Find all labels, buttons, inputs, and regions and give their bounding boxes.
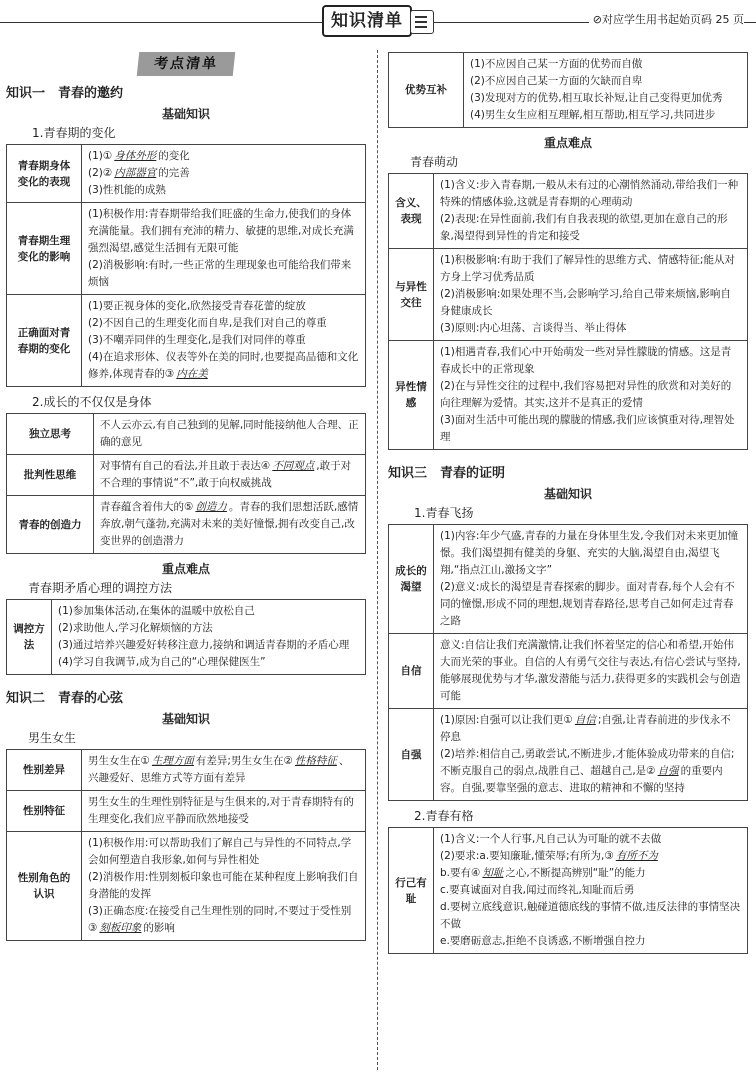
key-difficulty-heading: 重点难点 [161,562,210,576]
answer-blank: 内在美 [176,368,208,380]
column-divider [377,50,378,1070]
row-label: 优势互补 [389,53,464,128]
table-row [7,496,366,554]
table-row [7,295,366,387]
table-puberty-changes [6,144,366,387]
topic-heading: 1.青春期的变化 [32,126,116,140]
row-content: (1)积极影响:有助于我们了解异性的思维方式、情感特征;能从对方身上学习优秀品质 (2)消极影响:如果处理不当,会影响学习,给自己带来烦恼,影响自身健康成长 (3)原则:内心坦荡、言谈得当、举止得体 [434,249,748,341]
basic-knowledge-heading: 基础知识 [161,107,210,121]
notepad-icon [410,10,434,34]
table-row [389,341,748,450]
row-content: 男生女生在① 生理方面 有差异;男生女生在② 性格特征 、兴趣爱好、思维方式等方面有差异 [82,750,366,791]
row-content: 青春蕴含着伟大的⑤ 创造力 。青春的我们思想活跃,感情奔放,朝气蓬勃,充满对未来的美好憧憬,拥有改变自己,改变世界的创造潜力 [94,496,366,554]
row-label: 性别差异 [7,750,82,791]
right-column [388,44,748,954]
table-youth-flying [388,524,748,801]
answer-blank: 身体外形 [114,150,157,162]
answer-blank: 生理方面 [151,755,194,767]
topic-heading: 2.成长的不仅仅是身体 [32,395,152,409]
row-content: 男生女生的生理性别特征是与生俱来的,对于青春期特有的生理变化,我们应平静而欣然地接受 [82,791,366,832]
row-content: (1)积极作用:可以帮助我们了解自己与异性的不同特点,学会如何塑造自我形象,如何与异性相处 (2)消极作用:性别刻板印象也可能在某种程度上影响我们自身潜能的发挥 (3)正确态度:在接受自己生理性别的同时,不要过于受性别③ 刻板印象 的影响 [82,832,366,941]
row-label: 异性情感 [389,341,434,450]
table-row [7,600,366,675]
row-label: 与异性交往 [389,249,434,341]
row-label: 含义、表现 [389,174,434,249]
row-content: (1)要正视身体的变化,欣然接受青春花蕾的绽放 (2)不因自己的生理变化而自卑,是我们对自己的尊重 (3)不嘲弄同伴的生理变化,是我们对同伴的尊重 (4)在追求形体、仪表等外在美的同时,也要提高品德和文化修养,体现青春的③ 内在美 [82,295,366,387]
row-content: (1)不应因自己某一方面的优势而自傲 (2)不应因自己某一方面的欠缺而自卑 (3)发现对方的优势,相互取长补短,让自己变得更加优秀 (4)男生女生应相互理解,相互帮助,相互学习,共同进步 [464,53,748,128]
basic-knowledge-heading: 基础知识 [161,712,210,726]
table-row [389,525,748,634]
answer-blank: 自信 [574,714,596,726]
row-content: (1)含义:一个人行事,凡自己认为可耻的就不去做 (2)要求:a.要知廉耻,懂荣辱;有所为,③ 有所不为 b.要有④ 知耻 之心,不断提高辨别“耻”的能力 c.要真诚面对自我,闻过而终礼,知耻而后勇 d.要树立底线意识,触碰道德底线的事情不做,违反法律的事情坚决不做 e.要磨砺意志,拒绝不良诱惑,不断增强自控力 [434,828,748,954]
table-row [389,249,748,341]
answer-blank: 自强 [657,765,679,777]
row-content: (1)含义:步入青春期,一般从未有过的心潮悄然涌动,带给我们一种特殊的情感体验,这就是青春期的心理萌动 (2)表现:在异性面前,我们有自我表现的欲望,更加在意自己的形象,渴望得到异性的肯定和接受 [434,174,748,249]
left-column [6,44,366,941]
row-label: 成长的渴望 [389,525,434,634]
row-label: 行己有耻 [389,828,434,954]
answer-blank: 性格特征 [294,755,337,767]
knowledge-one-title: 知识一 青春的邀约 [6,86,124,101]
table-row [389,828,748,954]
row-label: 青春期生理变化的影响 [7,203,82,295]
row-content: (1)① 身体外形 的变化 (2)② 内部器官 的完善 (3)性机能的成熟 [82,145,366,203]
table-row [7,750,366,791]
page-header [0,0,756,42]
table-row [7,832,366,941]
page-reference: ⊘对应学生用书起始页码 25 页 [589,11,744,27]
section-title: 知识清单 [322,5,412,37]
table-row [7,145,366,203]
row-label: 独立思考 [7,414,94,455]
topic-heading: 青春期矛盾心理的调控方法 [28,581,173,595]
row-label: 调控方法 [7,600,52,675]
answer-blank: 内部器官 [114,167,157,179]
knowledge-two-title: 知识二 青春的心弦 [6,691,124,706]
row-label: 青春的创造力 [7,496,94,554]
table-boys-girls [6,749,366,941]
table-row [389,174,748,249]
answer-blank: 有所不为 [615,850,658,862]
knowledge-three-title: 知识三 青春的证明 [388,466,506,481]
table-youth-character [388,827,748,954]
table-row [7,203,366,295]
row-label: 性别角色的认识 [7,832,82,941]
row-label: 青春期身体变化的表现 [7,145,82,203]
row-label: 自信 [389,634,434,709]
topic-heading: 2.青春有格 [414,809,474,823]
table-row [7,791,366,832]
table-youth-sprouting [388,173,748,450]
topic-heading: 1.青春飞扬 [414,506,474,520]
row-content: (1)内容:年少气盛,青春的力量在身体里生发,令我们对未来更加憧憬。我们渴望拥有健美的身躯、充实的大脑,渴望自由,渴望飞翔,“指点江山,激扬文字” (2)意义:成长的渴望是青春探索的脚步。面对青春,每个人会有不同的憧憬,形成不同的理想,规划青春路径,思考自己如何走过青春之路 [434,525,748,634]
answer-blank: 刻板印象 [99,922,142,934]
row-label: 正确面对青春期的变化 [7,295,82,387]
topic-heading: 男生女生 [28,731,77,745]
table-row [389,53,748,128]
table-complement [388,52,748,128]
banner-title: 考点清单 [137,52,236,76]
answer-blank: 知耻 [482,867,504,879]
row-content: (1)相遇青春,我们心中开始萌发一些对异性朦胧的情感。这是青春成长中的正常现象 (2)在与异性交往的过程中,我们容易把对异性的欣赏和对美好的向往理解为爱情。其实,这并不是真正的爱情 (3)面对生活中可能出现的朦胧的情感,我们应该慎重对待,理智处理 [434,341,748,450]
answer-blank: 创造力 [195,501,227,513]
row-content: (1)积极作用:青春期带给我们旺盛的生命力,使我们的身体充满能量。我们拥有充沛的精力、敏捷的思维,对成长充满强烈渴望,感觉生活拥有无限可能 (2)消极影响:有时,一些正常的生理现象也可能给我们带来烦恼 [82,203,366,295]
basic-knowledge-heading: 基础知识 [543,487,592,501]
row-label: 批判性思维 [7,455,94,496]
table-row [389,709,748,801]
table-regulation [6,599,366,675]
row-label: 自强 [389,709,434,801]
row-content: 对事情有自己的看法,并且敢于表达④ 不同观点 ,敢于对不合理的事情说“不”,敢于向权威挑战 [94,455,366,496]
row-content: 意义:自信让我们充满激情,让我们怀着坚定的信心和希望,开始伟大而光荣的事业。自信的人有勇气交往与表达,有信心尝试与坚持,能够展现优势与才华,激发潜能与活力,获得更多的实践机会与创造可能 [434,634,748,709]
row-content: (1)原因:自强可以让我们更① 自信 ;自强,让青春前进的步伐永不停息 (2)培养:相信自己,勇敢尝试,不断进步,才能体验成功带来的自信;不断克服自己的弱点,战胜自己、超越自己,是② 自强 的重要内容。自强,要靠坚强的意志、进取的精神和不懈的坚持 [434,709,748,801]
row-label: 性别特征 [7,791,82,832]
row-content: (1)参加集体活动,在集体的温暖中放松自己 (2)求助他人,学习化解烦恼的方法 (3)通过培养兴趣爱好转移注意力,接纳和调适青春期的矛盾心理 (4)学习自我调节,成为自己的“心理保健医生” [52,600,366,675]
table-row [7,414,366,455]
topic-heading: 青春萌动 [410,155,459,169]
answer-blank: 不同观点 [272,460,315,472]
key-difficulty-heading: 重点难点 [543,136,592,150]
table-row [389,634,748,709]
table-growth [6,413,366,554]
row-content: 不人云亦云,有自己独到的见解,同时能接纳他人合理、正确的意见 [94,414,366,455]
table-row [7,455,366,496]
